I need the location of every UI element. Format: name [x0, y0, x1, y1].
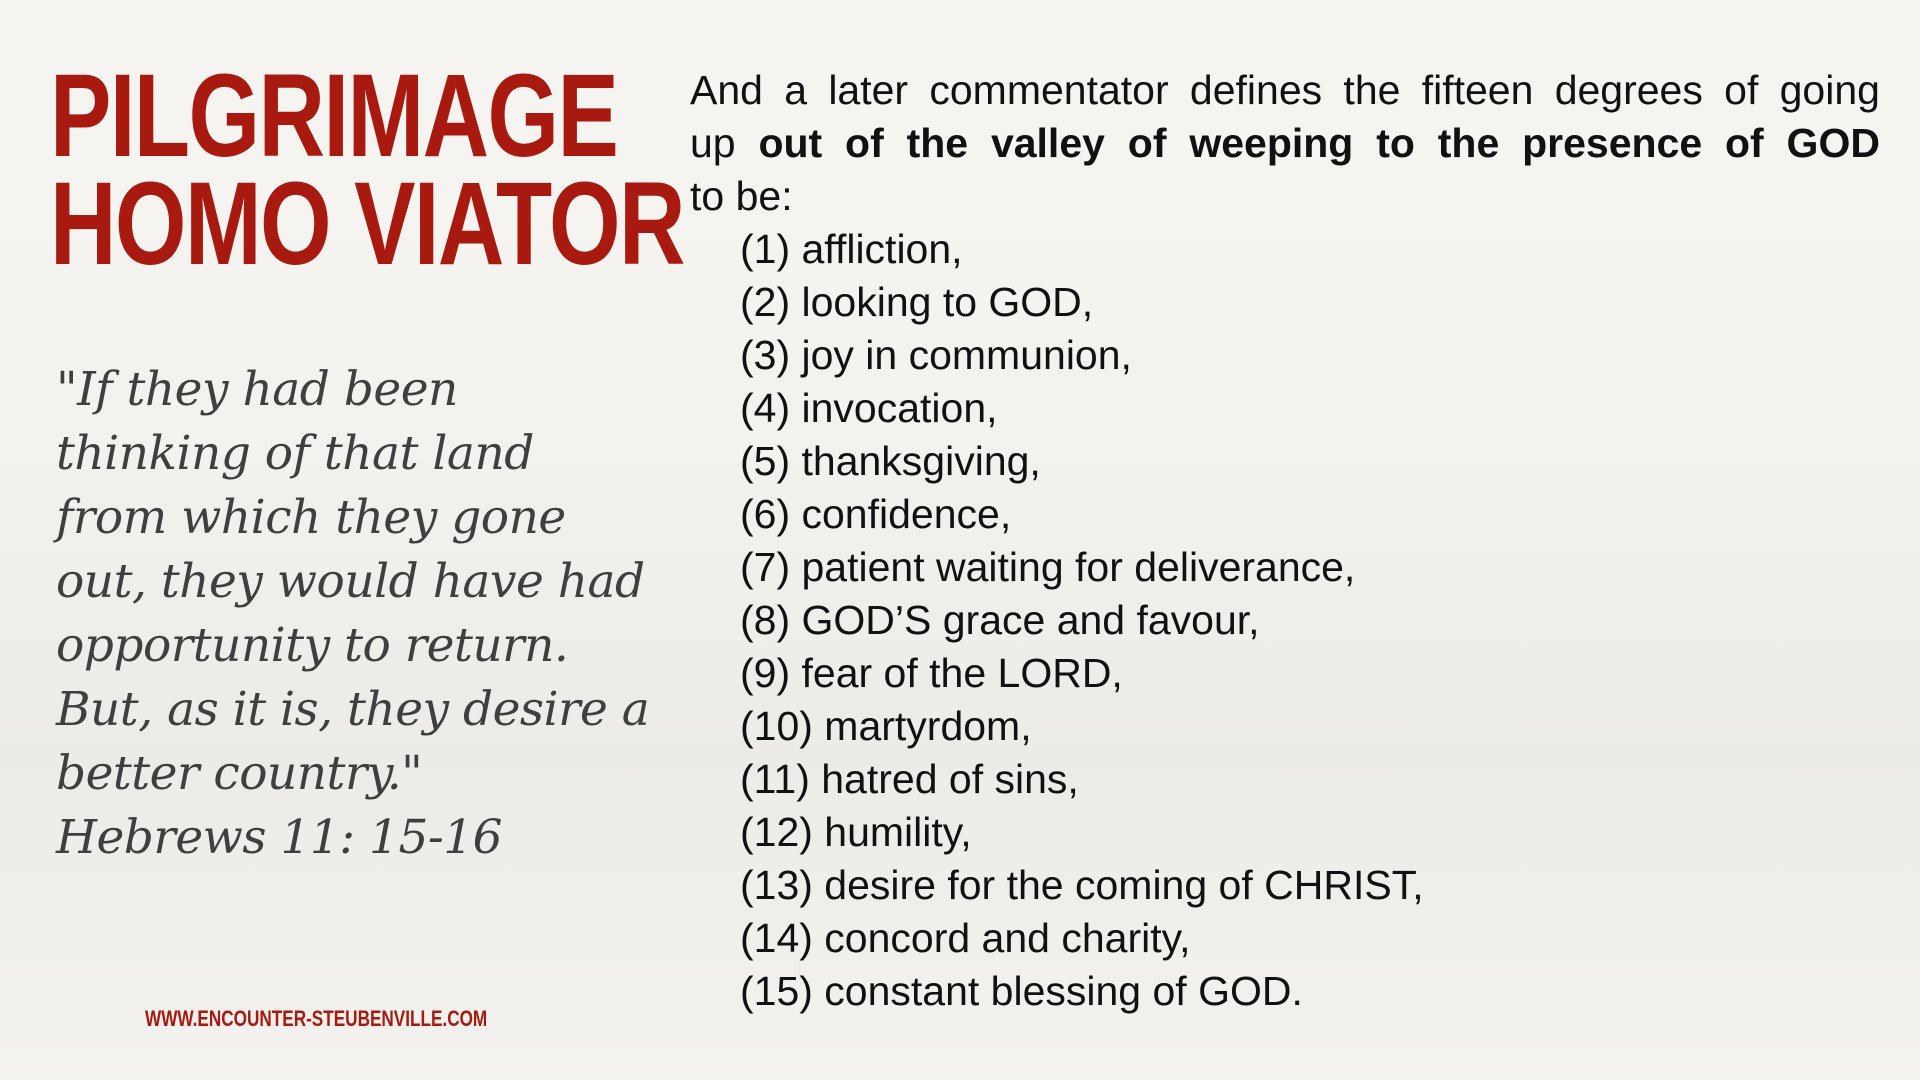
- list-item: (2) looking to GOD,: [740, 279, 1094, 325]
- list-item: (12) humility,: [740, 809, 972, 855]
- intro-word: going: [1779, 67, 1880, 113]
- intro-bold-word: to: [1376, 120, 1415, 166]
- intro-line-1: [690, 64, 1880, 117]
- quote-line: opportunity to return.: [56, 618, 569, 673]
- intro-word: defines: [1189, 67, 1323, 113]
- intro-bold-word: of: [1127, 120, 1167, 166]
- list-item: (13) desire for the coming of CHRIST,: [740, 862, 1424, 908]
- list-item: (15) constant blessing of GOD.: [740, 968, 1303, 1014]
- scripture-quote: [56, 358, 650, 870]
- degrees-list: [690, 223, 1880, 1018]
- intro-bold-word: weeping: [1189, 120, 1354, 166]
- quote-citation: Hebrews 11: 15-16: [56, 810, 503, 865]
- list-item: (1) affliction,: [740, 226, 963, 272]
- intro-bold-word: presence: [1522, 120, 1703, 166]
- intro-line-3: to be:: [690, 173, 793, 219]
- intro-word: And: [690, 67, 763, 113]
- list-item: (8) GOD’S grace and favour,: [740, 597, 1260, 643]
- quote-line: thinking of that land: [56, 426, 534, 481]
- list-item: (6) confidence,: [740, 491, 1012, 537]
- intro-bold-word: GOD: [1786, 120, 1880, 166]
- intro-line-2: [690, 117, 1880, 170]
- quote-line: "If they had been: [56, 362, 458, 417]
- list-item: (7) patient waiting for deliverance,: [740, 544, 1356, 590]
- intro-word: later: [828, 67, 909, 113]
- intro-word: commentator: [929, 67, 1169, 113]
- intro-word: degrees: [1554, 67, 1703, 113]
- list-item: (9) fear of the LORD,: [740, 650, 1123, 696]
- list-item: (4) invocation,: [740, 385, 998, 431]
- list-item: (10) martyrdom,: [740, 703, 1032, 749]
- intro-word: of: [1724, 67, 1759, 113]
- list-item: (14) concord and charity,: [740, 915, 1191, 961]
- intro-bold-word: valley: [990, 120, 1105, 166]
- intro-bold-word: the: [906, 120, 969, 166]
- intro-bold-word: out: [758, 120, 823, 166]
- intro-bold-word: of: [845, 120, 884, 166]
- intro-word: a: [784, 67, 808, 113]
- intro-bold-word: the: [1437, 120, 1500, 166]
- quote-line: from which they gone: [56, 490, 566, 545]
- intro-word: the: [1343, 67, 1401, 113]
- quote-line: out, they would have had: [56, 554, 645, 609]
- title-line-2: HOMO VIATOR: [50, 158, 684, 290]
- intro-word: fifteen: [1421, 67, 1534, 113]
- title-line-1: PILGRIMAGE: [50, 50, 618, 182]
- quote-line: But, as it is, they desire a: [56, 682, 650, 737]
- commentary-text: [690, 64, 1880, 1018]
- quote-line: better country.": [56, 746, 423, 801]
- intro-bold-word: of: [1725, 120, 1764, 166]
- website-url: WWW.ENCOUNTER-STEUBENVILLE.COM: [145, 1006, 488, 1031]
- list-item: (11) hatred of sins,: [740, 756, 1079, 802]
- intro-word: up: [690, 120, 736, 166]
- slide-title: [50, 50, 684, 290]
- list-item: (3) joy in communion,: [740, 332, 1132, 378]
- list-item: (5) thanksgiving,: [740, 438, 1041, 484]
